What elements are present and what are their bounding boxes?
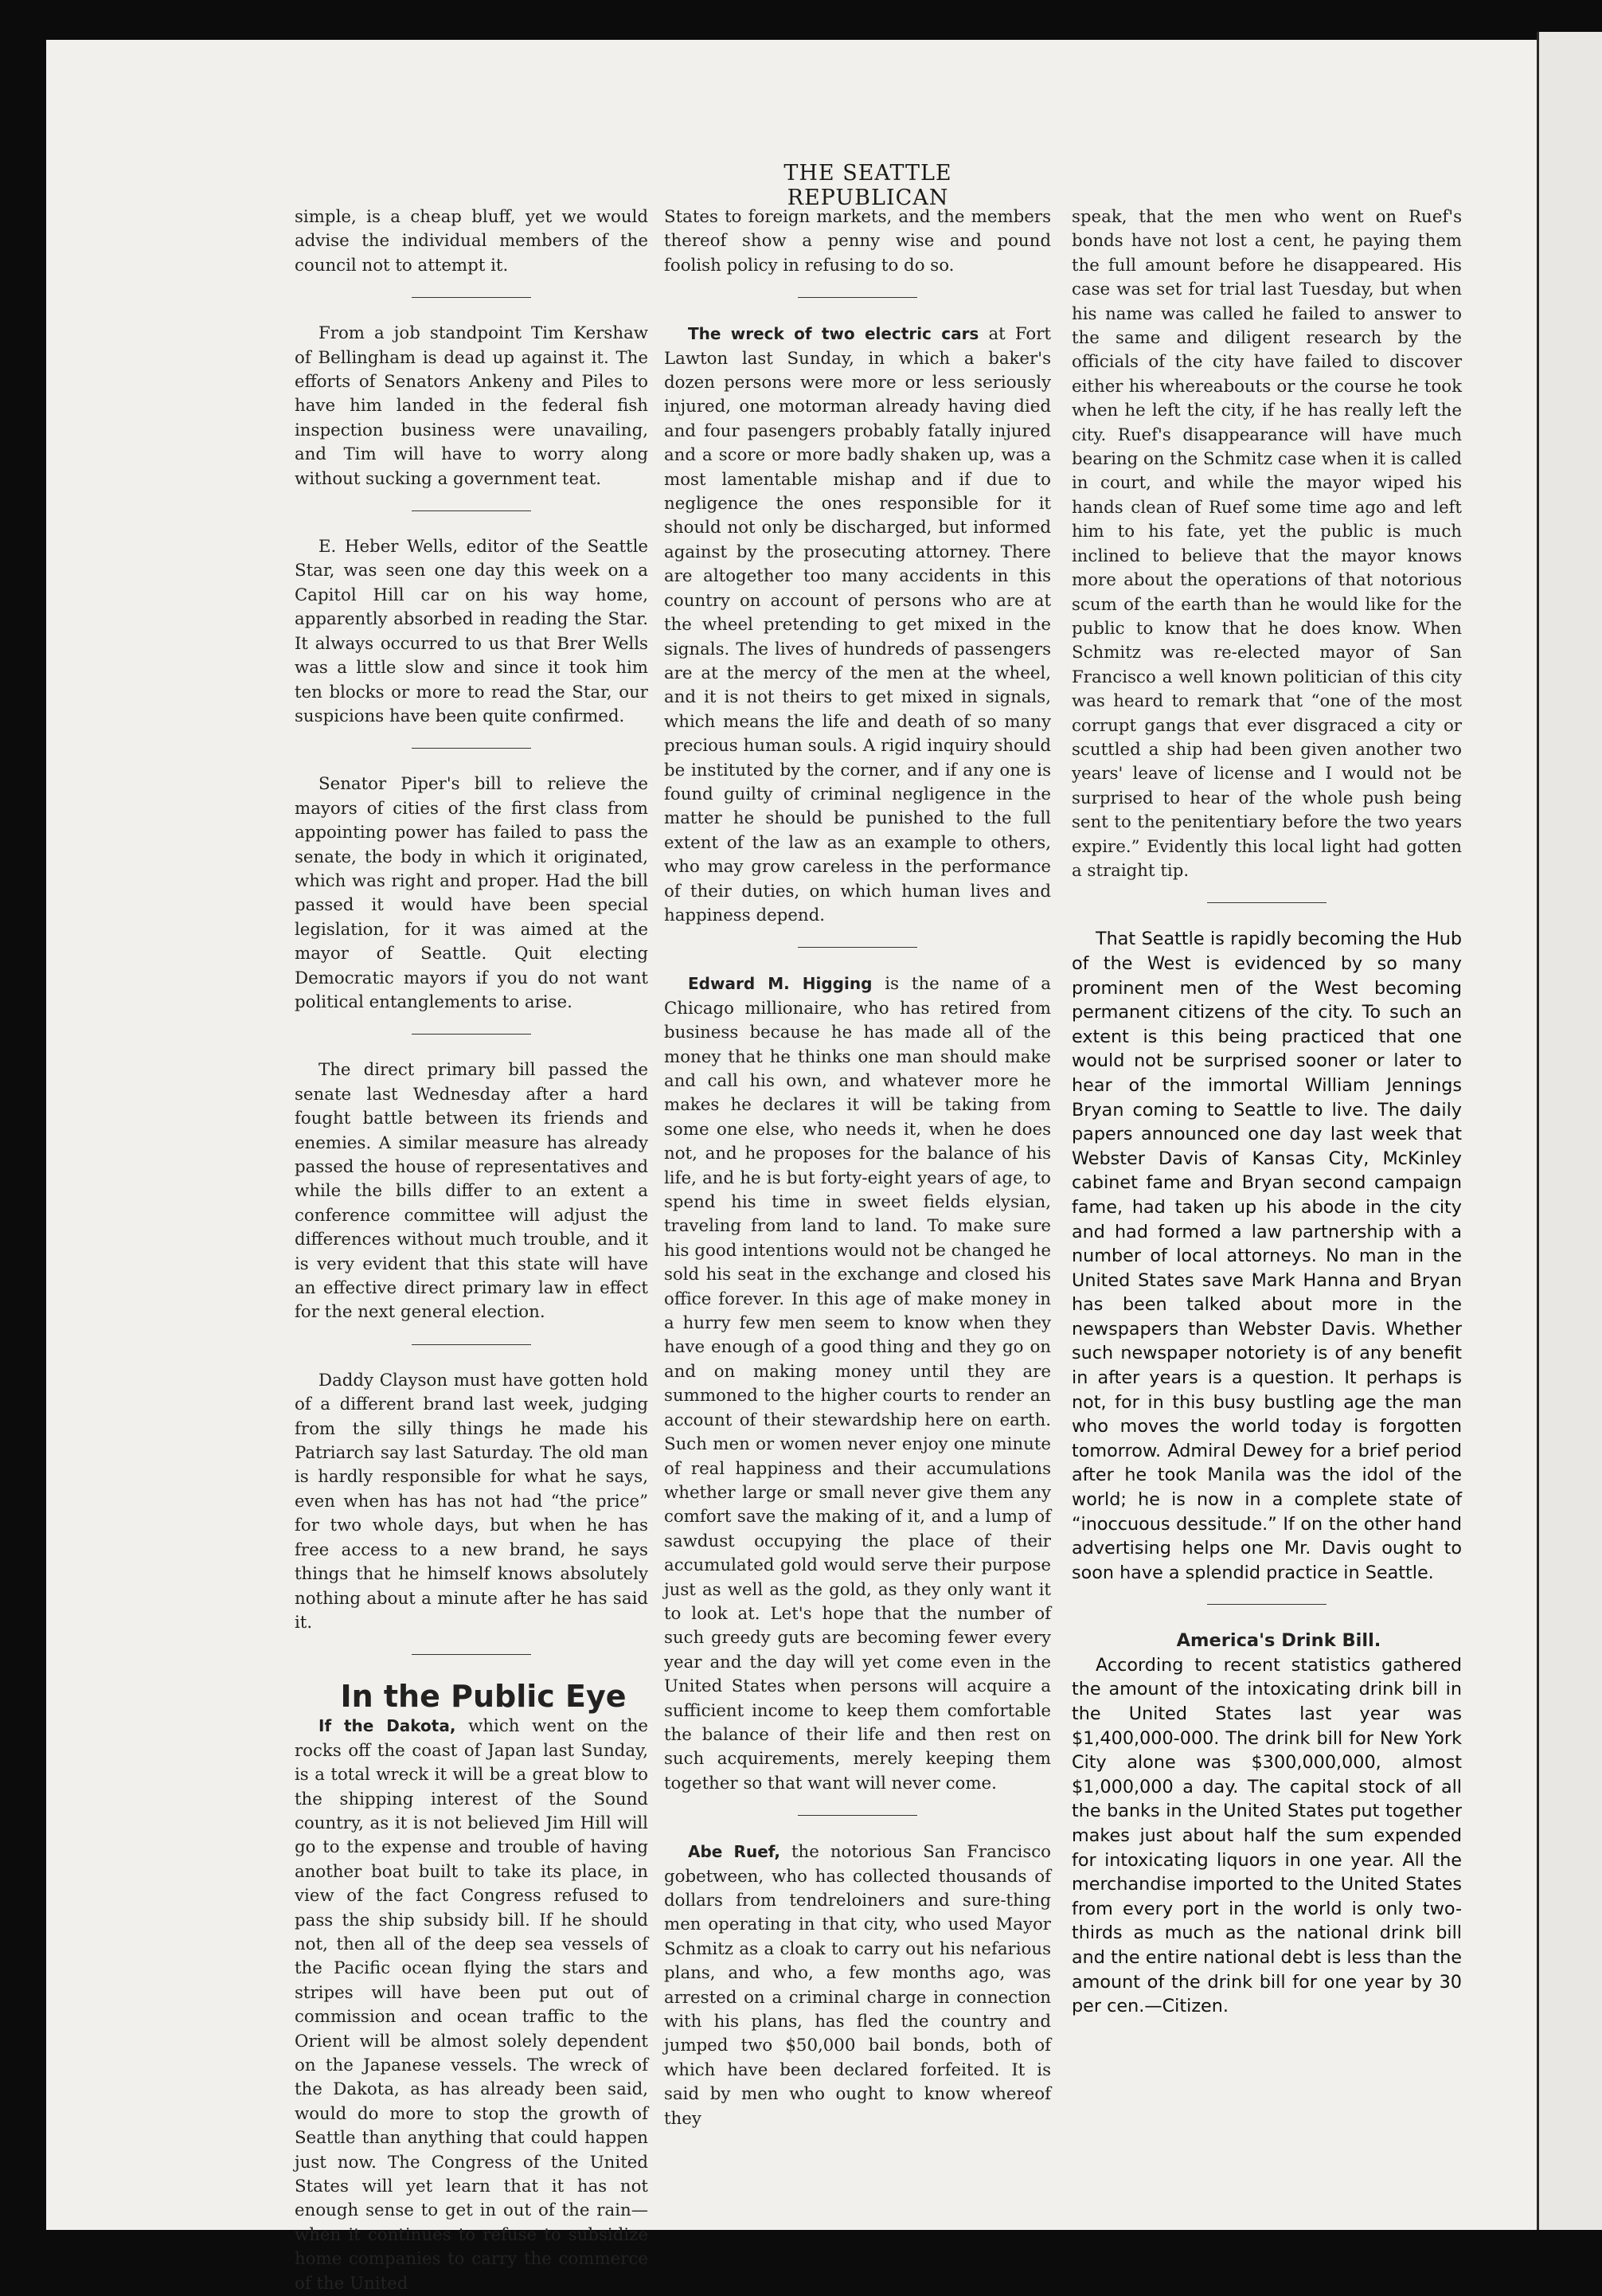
article-paragraph: Daddy Clayson must have gotten hold of a different brand last week, judging from the silly things he made his Patriarch say last Saturday. The old man is hardly responsible for what he says, even when has has not had “the price” for two whole days, but when he has free access to a new brand, he says things that he himself knows absolutely nothing about a minute after he has said it. — [295, 1370, 648, 1633]
article-paragraph: simple, is a cheap bluff, yet we would advise the individual members of the council not to attempt it. — [295, 207, 648, 276]
article-paragraph: States to foreign markets, and the members thereof show a penny wise and pound foolish policy in refusing to do so. — [664, 207, 1051, 276]
column-2 — [664, 205, 1051, 2131]
section-rule — [412, 1034, 531, 1035]
adjacent-page-edge — [1537, 32, 1602, 2230]
section-rule — [412, 510, 531, 511]
article-paragraph — [664, 1840, 1051, 2131]
article-paragraph: E. Heber Wells, editor of the Seattle Star, was seen one day this week on a Capitol Hill car on his way home, apparently absorbed in reading the Star. It always occurred to us that Brer Wells was a little slow and since it took him ten blocks or more to read the Star, our suspicions have been quite confirmed. — [295, 537, 648, 726]
article-text: the notorious San Francisco gobetween, who has collected thousands of dollars from tendreloiners and sure-thing men operating in that city, who used Mayor Schmitz as a cloak to carry out his nefarious plans, and who, a few months ago, was arrested on a criminal charge in connection with his plans, has fled the country and jumped two $50,000 bail bonds, both of which have been declared forfeited. It is said by men who ought to know whereof they — [664, 1842, 1052, 2129]
article-paragraph — [295, 1714, 648, 2296]
article-paragraph: Senator Piper's bill to relieve the mayors of cities of the first class from appointing power has failed to pass the senate, the body in which it originated, which was right and proper. Had the bill passed it would have been special legislation, for it was aimed at the mayor of Seattle. Quit electing Democratic mayors if you do not want political entanglements to arise. — [295, 774, 648, 1012]
article-text: is the name of a Chicago millionaire, who has retired from business because he has made all of the money that he thinks one man should make and call his own, and whatever more he makes he declares it will be taking from some one else, who needs it, when he does not, and he proposes for the balance of his life, and he is but forty-eight years of age, to spend his time in sweet fields elysian, traveling from land to land. To make sure his good intentions would not be changed he sold his seat in the exchange and closed his office forever. In this age of make money in a hurry few men seem to know when they have enough of a good thing and they go on and on making money until they are summoned to the higher courts to render an account of their stewardship here on earth. Such men or women never enjoy one minute of real happiness and their accumulations whether large or small never give them any comfort save the making of it, and a lump of sawdust occupying the place of their accumulated gold would serve their purpose just as well as the gold, as they only want it to look at. Let's hope that the number of such greedy guts are becoming fewer every year and the day will yet come even in the United States when persons will acquire a sufficient income to keep them comfortable the balance of their life and then rest on such acquirements, merely keeping them together so that want will never come. — [664, 974, 1051, 1793]
section-rule — [1207, 1604, 1327, 1605]
article-lead: If the Dakota, — [318, 1716, 456, 1736]
section-rule — [798, 297, 917, 298]
section-rule — [798, 947, 917, 948]
article-paragraph — [664, 972, 1051, 1796]
section-rule — [412, 1344, 531, 1345]
section-rule — [412, 748, 531, 749]
article-text: which went on the rocks off the coast of Japan last Sunday, is a total wreck it will be a great blow to the shipping interest of the Sound country, as it is not believed Jim Hill will go to the expense and trouble of having another boat built to take its place, in view of the fact Congress refused to pass the ship subsidy bill. If he should not, then all of the deep sea vessels of the Pacific ocean flying the stars and stripes will have been put out of commission and ocean traffic to the Orient will be almost solely dependent on the Japanese vessels. The wreck of the Dakota, as has already been said, would do more to stop the growth of Seattle than anything that could happen just now. The Congress of the United States will yet learn that it has not enough sense to get in out of the rain—when it continues to refuse to subsidize home companies to carry the commerce of the United — [295, 1716, 648, 2294]
article-paragraph — [664, 322, 1051, 928]
section-rule — [798, 1815, 917, 1816]
section-rule — [412, 1654, 531, 1655]
section-rule — [412, 297, 531, 298]
article-paragraph: That Seattle is rapidly becoming the Hub of the West is evidenced by so many prominent men of the West becoming permanent citizens of the city. To such an extent is this being practiced that one would not be surprised sooner or later to hear of the immortal William Jennings Bryan coming to Seattle to live. The daily papers announced one day last week that Webster Davis of Kansas City, McKinley cabinet fame and Bryan second campaign fame, had taken up his abode in the city and had formed a law partnership with a number of local attorneys. No man in the United States save Mark Hanna and Bryan has been talked about more in the newspapers than Webster Davis. Whether such newspaper notoriety is of any benefit in after years is a question. It perhaps is not, for in this busy bustling age the man who moves the world today is forgotten tomorrow. Admiral Dewey for a brief period after he took Manila was the idol of the world; he is now in a complete state of “inoccuous dessitude.” If on the other hand advertising helps one Mr. Davis ought to soon have a splendid practice in Seattle. — [1072, 929, 1462, 1583]
section-headline: In the Public Eye — [340, 1679, 627, 1715]
article-lead: The wreck of two electric cars — [688, 324, 979, 344]
article-subhead: America's Drink Bill. — [1176, 1630, 1381, 1652]
article-paragraph: According to recent statistics gathered the amount of the intoxicating drink bill in the United States last year was $1,400,000-000. The drink bill for New York City alone was $300,000,000, almost $1,000,000 a day. The capital stock of all the banks in the United States put together makes just about half the sum expended for intoxicating liquors in one year. All the merchandise imported to the United States from every port in the world is only two-thirds as much as the national drink bill and the entire national debt is less than the amount of the drink bill for one year by 30 per cen.—Citizen. — [1072, 1654, 1462, 2017]
column-3 — [1072, 205, 1462, 2019]
article-paragraph: The direct primary bill passed the senate last Wednesday after a hard fought battle between its friends and enemies. A similar measure has already passed the house of representatives and while the bills differ to an extent a conference committee will adjust the differences without much trouble, and it is very evident that this state will have an effective direct primary law in effect for the next general election. — [295, 1060, 648, 1323]
section-rule — [1207, 902, 1327, 903]
column-1 — [295, 205, 648, 2296]
article-text: at Fort Lawton last Sunday, in which a baker's dozen persons were more or less seriously injured, one motorman already having died and four pasengers probably fatally injured and a score or more badly shaken up, was a most lamentable mishap and if due to negligence the ones responsible for it should not only be discharged, but informed against by the prosecuting attorney. There are altogether too many accidents in this country on account of persons who are at the wheel pretending to get mixed in the signals. The lives of hundreds of passengers are at the mercy of the men at the wheel, and it is not theirs to get mixed in signals, which means the life and death of so many precious human souls. A rigid inquiry should be instituted by the corner, and if any one is found guilty of criminal negligence in the matter he should be punished to the full extent of the law as an example to others, who may grow careless in the performance of their duties, on which human lives and happiness depend. — [664, 324, 1051, 925]
article-lead: Abe Ruef, — [688, 1842, 780, 1862]
article-paragraph: speak, that the men who went on Ruef's bonds have not lost a cent, he paying them the full amount before he disappeared. His case was set for trial last Tuesday, but when his name was called he failed to answer to the same and diligent research by the officials of the city have failed to discover either his whereabouts or the course he took when he left the city, if he has really left the city. Ruef's disappearance will have much bearing on the Schmitz case when it is called in court, and while the mayor wiped his hands clean of Ruef some time ago and left him to his fate, yet the public is much inclined to believe that the mayor knows more about the operations of that notorious scum of the earth than he would like for the public to know that he does know. When Schmitz was re-elected mayor of San Francisco a well known politician of this city was heard to remark that “one of the most corrupt gangs that ever disgraced a city or scuttled a ship had been given another two years' leave of license and I would not be surprised to hear of the whole push being sent to the penitentiary before the two years expire.” Evidently this local light had gotten a straight tip. — [1072, 207, 1462, 881]
masthead: THE SEATTLE REPUBLICAN — [783, 161, 952, 210]
article-lead: Edward M. Higging — [688, 974, 873, 994]
article-paragraph: From a job standpoint Tim Kershaw of Bellingham is dead up against it. The efforts of Senators Ankeny and Piles to have him landed in the federal fish inspection business were unavailing, and Tim will have to worry along without sucking a government teat. — [295, 323, 648, 489]
